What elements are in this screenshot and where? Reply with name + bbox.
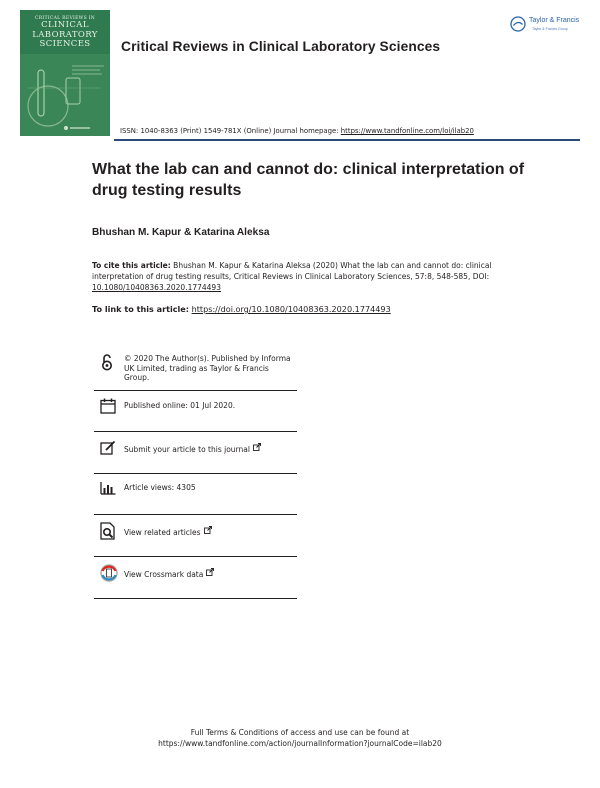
submit-article-label: Submit your article to this journal [124, 445, 250, 454]
cover-line-2: LABORATORY [32, 29, 98, 40]
citation-doi-link[interactable]: 10.1080/10408363.2020.1774493 [92, 283, 221, 293]
open-access-icon [101, 353, 113, 371]
cover-line-1: CLINICAL [41, 20, 89, 30]
header-divider [114, 139, 580, 141]
crossmark-link[interactable] [124, 568, 214, 580]
related-articles-link[interactable] [124, 526, 212, 538]
crossmark-label: View Crossmark data [124, 570, 204, 579]
citation-label: To cite this article: [92, 261, 171, 270]
article-info-list [94, 348, 297, 599]
issn-text: ISSN: 1040-8363 (Print) 1549-781X (Online) Journal homepage: [120, 127, 339, 135]
citation-text: Bhushan M. Kapur & Katarina Aleksa (2020) What the lab can and cannot do: clinical interpretation of drug testing results, Critical Reviews in Clinical Laboratory Sciences, 57:8, 548-585, DOI: [92, 261, 492, 282]
citation [92, 260, 524, 294]
related-articles-icon [100, 522, 116, 540]
publisher-logo-subtitle: Taylor & Francis Group [532, 27, 568, 31]
bar-chart-icon [100, 481, 116, 495]
footer-terms-text: Full Terms & Conditions of access and use can be found at [190, 728, 410, 737]
external-link-icon [206, 568, 214, 576]
related-articles-label: View related articles [124, 528, 201, 537]
journal-title: Critical Reviews in Clinical Laboratory Sciences [121, 39, 441, 54]
cover-line-3: SCIENCES [39, 39, 91, 49]
cover-title [20, 10, 110, 50]
article-title: What the lab can and cannot do: clinical interpretation of drug testing results [92, 161, 525, 199]
external-link-icon [204, 526, 212, 534]
journal-homepage-link[interactable]: https://www.tandfonline.com/loi/ilab20 [340, 127, 474, 135]
article-link [92, 304, 391, 314]
calendar-icon [100, 398, 116, 414]
open-access-notice [94, 348, 297, 391]
article-doi-link[interactable]: https://doi.org/10.1080/10408363.2020.1774493 [191, 304, 391, 314]
external-link-icon [253, 443, 261, 451]
published-online [94, 391, 297, 432]
article-authors: Bhushan M. Kapur & Katarina Aleksa [92, 227, 270, 238]
publisher-logo-name: Taylor & Francis [529, 17, 580, 24]
crossmark-row[interactable] [94, 557, 297, 599]
published-date: Published online: 01 Jul 2020. [124, 401, 236, 410]
edit-icon [100, 440, 116, 456]
article-views-row [94, 474, 297, 515]
crossmark-icon [100, 564, 118, 582]
issn-line [120, 127, 474, 135]
article-views-count: Article views: 4305 [124, 483, 196, 492]
taylor-francis-logo-icon [510, 16, 526, 32]
publisher-logo[interactable] [510, 16, 580, 36]
submit-article-row[interactable] [94, 432, 297, 474]
footer-terms-url[interactable]: https://www.tandfonline.com/action/journalInformation?journalCode=ilab20 [158, 739, 442, 748]
article-link-label: To link to this article: [92, 304, 190, 314]
submit-article-link[interactable] [124, 443, 261, 455]
related-articles-row[interactable] [94, 515, 297, 557]
footer [0, 727, 600, 749]
journal-cover-image [20, 10, 110, 136]
cover-small-line: CRITICAL REVIEWS IN [34, 16, 96, 21]
copyright-text: © 2020 The Author(s). Published by Informa UK Limited, trading as Taylor & Francis Group. [124, 354, 291, 382]
